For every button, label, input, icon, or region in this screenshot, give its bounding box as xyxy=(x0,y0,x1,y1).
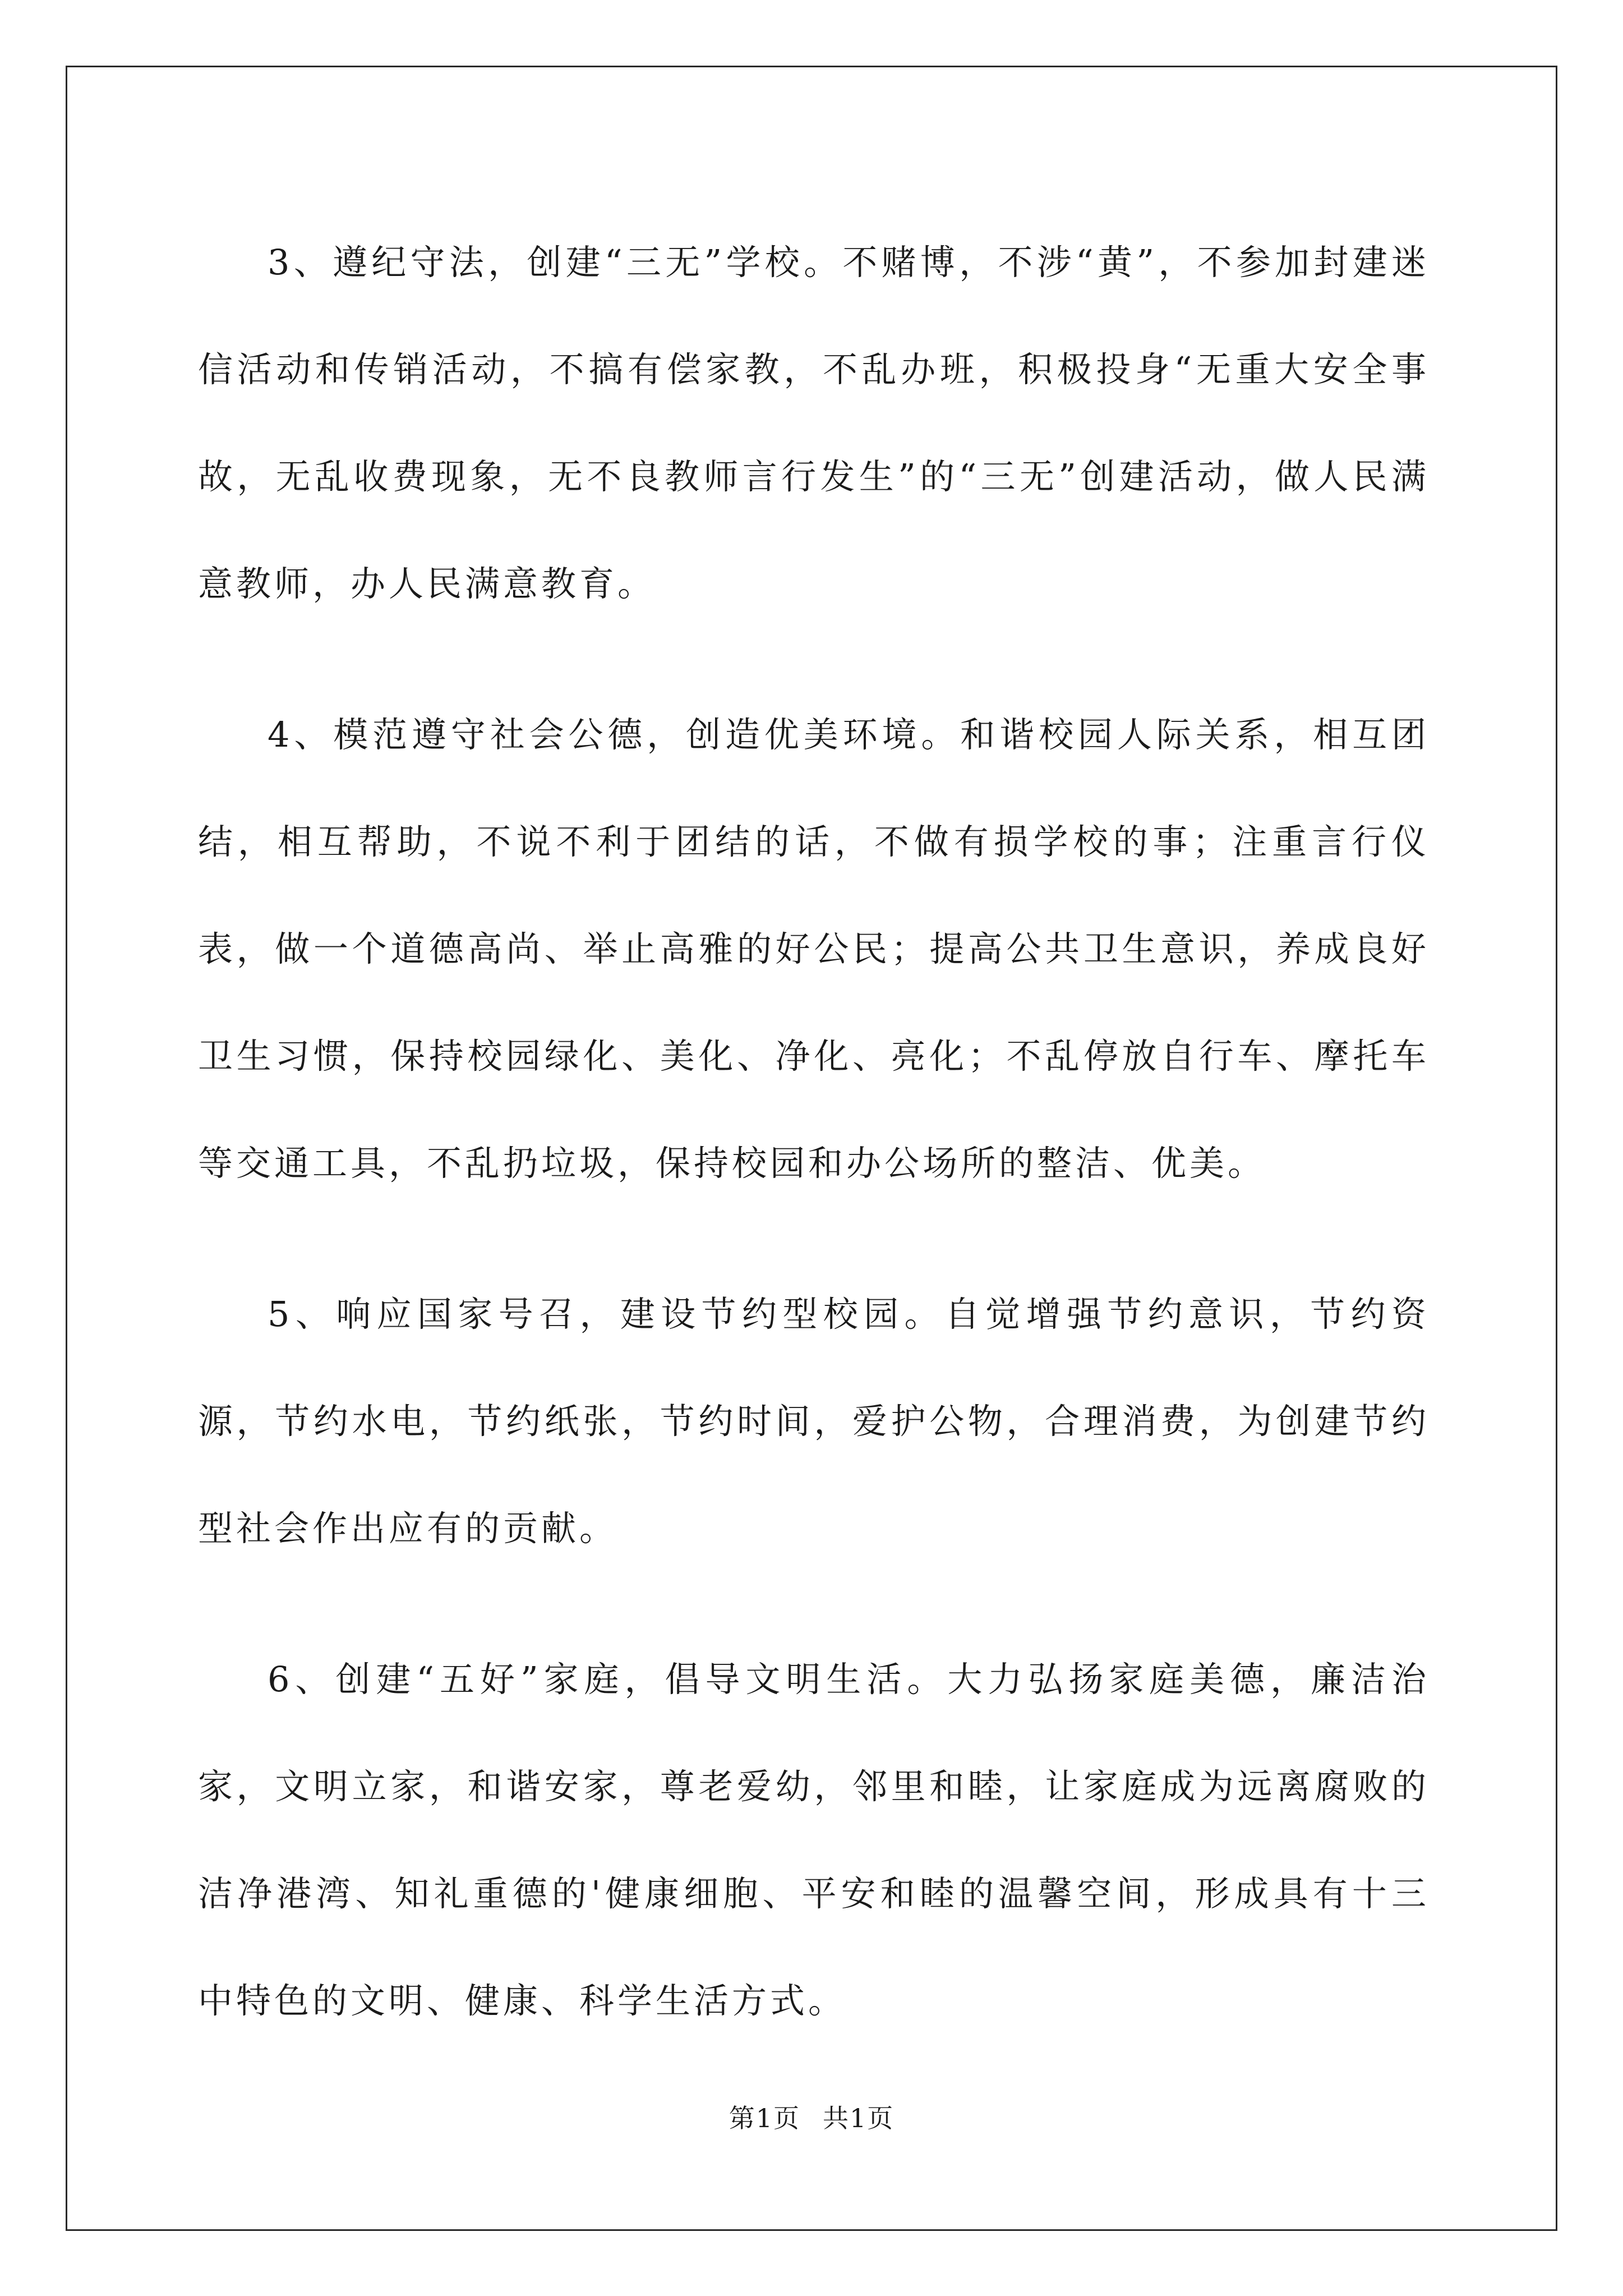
paragraph-3: 3、遵纪守法，创建“三无”学校。不赌博，不涉“黄”，不参加封建迷信活动和传销活动，不搞有偿家教，不乱办班，积极投身“无重大安全事故，无乱收费现象，无不良教师言行发生”的“三无”创建活动，做人民满意教师，办人民满意教育。 xyxy=(198,242,1430,604)
page-footer xyxy=(0,2098,1623,2135)
page-number-total: 共1页 xyxy=(823,2103,895,2133)
paragraph-5: 5、响应国家号召，建设节约型校园。自觉增强节约意识，节约资源，节约水电，节约纸张，节约时间，爱护公物，合理消费，为创建节约型社会作出应有的贡献。 xyxy=(198,1294,1430,1549)
paragraph-6: 6、创建“五好”家庭，倡导文明生活。大力弘扬家庭美德，廉洁治家，文明立家，和谐安家，尊老爱幼，邻里和睦，让家庭成为远离腐败的洁净港湾、知礼重德的'健康细胞、平安和睦的温馨空间，形成具有十三中特色的文明、健康、科学生活方式。 xyxy=(198,1659,1430,2021)
page-number-current: 第1页 xyxy=(728,2103,800,2133)
document-body xyxy=(198,209,1430,2098)
paragraph-4: 4、模范遵守社会公德，创造优美环境。和谐校园人际关系，相互团结，相互帮助，不说不利于团结的话，不做有损学校的事；注重言行仪表，做一个道德高尚、举止高雅的好公民；提高公共卫生意识，养成良好卫生习惯，保持校园绿化、美化、净化、亮化；不乱停放自行车、摩托车等交通工具，不乱扔垃圾，保持校园和办公场所的整洁、优美。 xyxy=(198,714,1430,1184)
